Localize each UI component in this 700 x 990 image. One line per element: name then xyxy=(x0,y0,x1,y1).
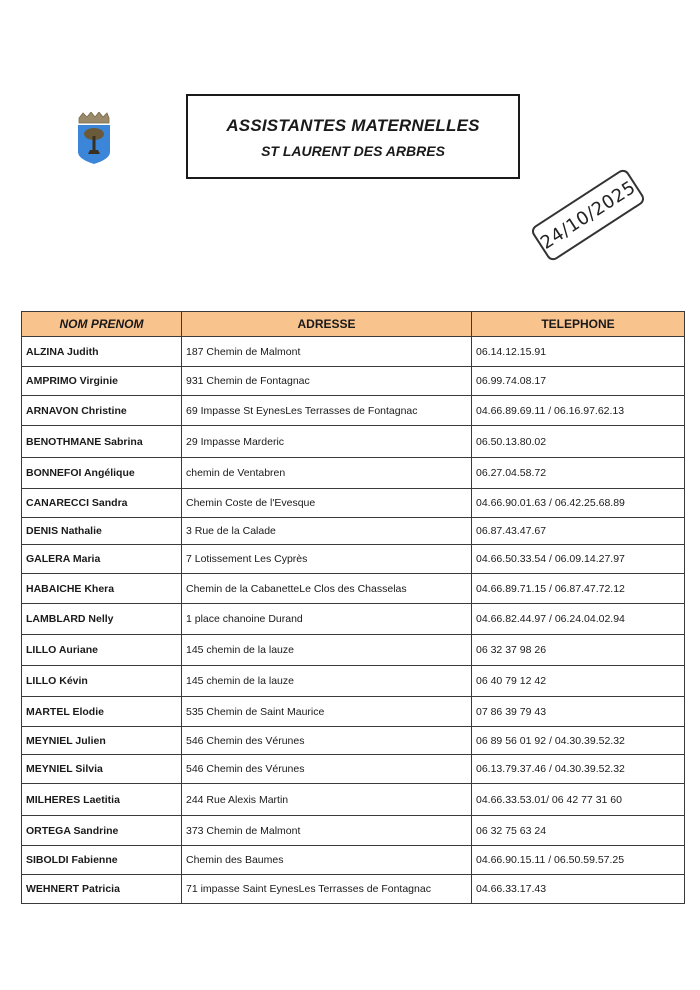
cell-name: ORTEGA Sandrine xyxy=(22,816,182,846)
table-row xyxy=(22,666,685,697)
cell-name: BENOTHMANE Sabrina xyxy=(22,426,182,458)
cell-name: LILLO Auriane xyxy=(22,635,182,666)
table-row xyxy=(22,635,685,666)
cell-address: 7 Lotissement Les Cyprès xyxy=(182,545,472,574)
table-row xyxy=(22,697,685,727)
cell-phone: 06 32 37 98 26 xyxy=(472,635,685,666)
cell-phone: 06.13.79.37.46 / 04.30.39.52.32 xyxy=(472,755,685,784)
cell-address: 29 Impasse Marderic xyxy=(182,426,472,458)
cell-phone: 04.66.33.53.01/ 06 42 77 31 60 xyxy=(472,784,685,816)
cell-address: 187 Chemin de Malmont xyxy=(182,337,472,367)
page-title: ASSISTANTES MATERNELLES xyxy=(226,116,480,135)
table-row xyxy=(22,846,685,875)
cell-name: BONNEFOI Angélique xyxy=(22,458,182,489)
cell-name: SIBOLDI Fabienne xyxy=(22,846,182,875)
cell-address: Chemin des Baumes xyxy=(182,846,472,875)
directory-table xyxy=(21,311,685,904)
cell-phone: 06.99.74.08.17 xyxy=(472,367,685,396)
cell-phone: 04.66.89.71.15 / 06.87.47.72.12 xyxy=(472,574,685,604)
cell-phone: 04.66.50.33.54 / 06.09.14.27.97 xyxy=(472,545,685,574)
cell-address: 244 Rue Alexis Martin xyxy=(182,784,472,816)
cell-name: MEYNIEL Julien xyxy=(22,727,182,755)
cell-name: GALERA Maria xyxy=(22,545,182,574)
table-row xyxy=(22,489,685,518)
cell-name: LAMBLARD Nelly xyxy=(22,604,182,635)
municipal-crest-icon xyxy=(74,112,112,166)
cell-phone: 06 89 56 01 92 / 04.30.39.52.32 xyxy=(472,727,685,755)
table-row xyxy=(22,574,685,604)
column-header-name: NOM PRENOM xyxy=(22,312,182,337)
table-row xyxy=(22,426,685,458)
cell-name: ALZINA Judith xyxy=(22,337,182,367)
cell-phone: 06.87.43.47.67 xyxy=(472,518,685,545)
cell-address: 69 Impasse St EynesLes Terrasses de Fontagnac xyxy=(182,396,472,426)
column-header-address: ADRESSE xyxy=(182,312,472,337)
cell-address: 145 chemin de la lauze xyxy=(182,666,472,697)
cell-phone: 04.66.90.15.11 / 06.50.59.57.25 xyxy=(472,846,685,875)
cell-address: 3 Rue de la Calade xyxy=(182,518,472,545)
table-row xyxy=(22,545,685,574)
table-row xyxy=(22,755,685,784)
cell-phone: 06.50.13.80.02 xyxy=(472,426,685,458)
table-row xyxy=(22,816,685,846)
column-header-phone: TELEPHONE xyxy=(472,312,685,337)
cell-address: 1 place chanoine Durand xyxy=(182,604,472,635)
cell-phone: 06.14.12.15.91 xyxy=(472,337,685,367)
table-row xyxy=(22,367,685,396)
cell-address: 535 Chemin de Saint Maurice xyxy=(182,697,472,727)
cell-name: MARTEL Elodie xyxy=(22,697,182,727)
date-stamp: 24/10/2025 xyxy=(529,167,646,263)
table-row xyxy=(22,875,685,904)
cell-address: Chemin Coste de l'Evesque xyxy=(182,489,472,518)
table-row xyxy=(22,604,685,635)
cell-address: 546 Chemin des Vérunes xyxy=(182,755,472,784)
cell-phone: 04.66.90.01.63 / 06.42.25.68.89 xyxy=(472,489,685,518)
cell-name: ARNAVON Christine xyxy=(22,396,182,426)
cell-name: MILHERES Laetitia xyxy=(22,784,182,816)
table-row xyxy=(22,518,685,545)
cell-phone: 04.66.89.69.11 / 06.16.97.62.13 xyxy=(472,396,685,426)
table-row xyxy=(22,396,685,426)
cell-name: WEHNERT Patricia xyxy=(22,875,182,904)
cell-phone: 07 86 39 79 43 xyxy=(472,697,685,727)
cell-address: 546 Chemin des Vérunes xyxy=(182,727,472,755)
cell-phone: 06.27.04.58.72 xyxy=(472,458,685,489)
table-row xyxy=(22,727,685,755)
cell-address: 931 Chemin de Fontagnac xyxy=(182,367,472,396)
cell-phone: 06 40 79 12 42 xyxy=(472,666,685,697)
cell-phone: 06 32 75 63 24 xyxy=(472,816,685,846)
title-box xyxy=(186,94,520,179)
cell-address: chemin de Ventabren xyxy=(182,458,472,489)
cell-name: LILLO Kévin xyxy=(22,666,182,697)
cell-address: 145 chemin de la lauze xyxy=(182,635,472,666)
table-row xyxy=(22,337,685,367)
cell-name: AMPRIMO Virginie xyxy=(22,367,182,396)
cell-phone: 04.66.33.17.43 xyxy=(472,875,685,904)
cell-phone: 04.66.82.44.97 / 06.24.04.02.94 xyxy=(472,604,685,635)
cell-name: MEYNIEL Silvia xyxy=(22,755,182,784)
cell-address: Chemin de la CabanetteLe Clos des Chasselas xyxy=(182,574,472,604)
cell-name: DENIS Nathalie xyxy=(22,518,182,545)
table-row xyxy=(22,784,685,816)
page-subtitle: ST LAURENT DES ARBRES xyxy=(261,143,445,159)
cell-name: HABAICHE Khera xyxy=(22,574,182,604)
cell-address: 373 Chemin de Malmont xyxy=(182,816,472,846)
cell-address: 71 impasse Saint EynesLes Terrasses de Fontagnac xyxy=(182,875,472,904)
cell-name: CANARECCI Sandra xyxy=(22,489,182,518)
table-row xyxy=(22,458,685,489)
table-header-row xyxy=(22,312,685,337)
